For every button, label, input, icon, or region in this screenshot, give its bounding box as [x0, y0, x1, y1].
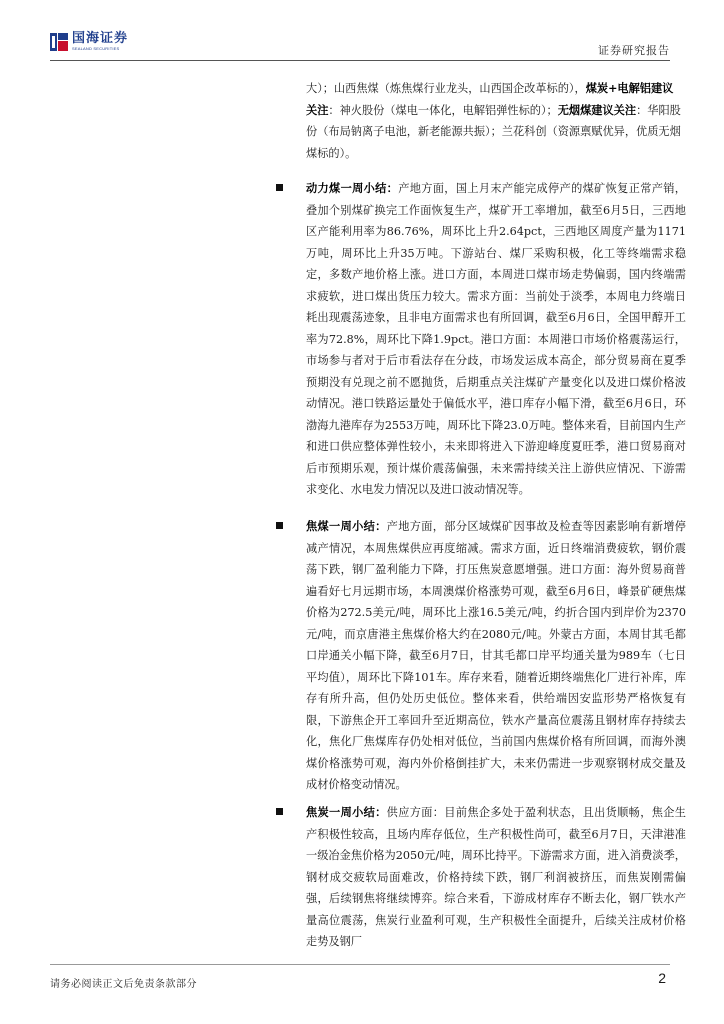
section-coke	[276, 802, 686, 953]
section-coking-coal	[276, 516, 686, 796]
page-header	[0, 0, 724, 62]
bullet-square-icon	[276, 184, 283, 191]
logo-en-text: SEALAND SECURITIES	[72, 46, 120, 51]
section-text: 产地方面，国上月末产能完成停产的煤矿恢复正常产销，叠加个别煤矿换完工作面恢复生产，煤矿开工率增加，截至6月5日，三西地区产能利用率为86.76%，周环比上升2.64pct，三西地区周度产量为1171万吨，周环比上升35万吨。下游站台、煤厂采购积极，化工等终端需求稳定，多数产地价格上涨。进口方面，本周进口煤市场走势偏弱，国内终端需求疲软，进口煤出货压力较大。需求方面：当前处于淡季，本周电力终端日耗出现震荡迹象，且非电方面需求也有所回调，截至6月6日，全国甲醇开工率为72.8%，周环比下降1.9pct。港口方面：本周港口市场价格震荡运行，市场参与者对于后市看法存在分歧，市场发运成本高企，部分贸易商在夏季预期没有兑现之前不愿抛货，后期重点关注煤矿产量变化以及进口煤价格波动情况。港口铁路运量处于偏低水平，港口库存小幅下滑，截至6月6日，环渤海九港库存为2553万吨，周环比下降23.0万吨。整体来看，目前国内生产和进口供应整体弹性较小，未来即将进入下游迎峰度夏旺季，港口贸易商对后市预期乐观，预计煤价震荡偏强，未来需持续关注上游供应情况、下游需求变化、水电发力情况以及进口波动情况等。	[306, 182, 686, 496]
intro-text-3: ：华阳股份（布局钠离子电池，新老能源共振）；兰花科创（资源禀赋优异，优质无烟煤标的）。	[306, 103, 681, 160]
section-title: 焦炭一周小结：	[306, 805, 387, 819]
header-divider	[50, 60, 670, 61]
footer-divider	[50, 964, 670, 965]
intro-bold-1: 煤炭+电解铝建议关注	[306, 81, 674, 117]
section-thermal-coal	[276, 178, 686, 501]
company-logo	[50, 32, 128, 51]
intro-bold-2: 无烟煤建议关注	[557, 102, 637, 117]
section-text: 产地方面，部分区域煤矿因事故及检查等因素影响有新增停减产情况，本周焦煤供应再度缩减。需求方面，近日终端消费疲软，钢价震荡下跌，钢厂盈利能力下降，打压焦炭意愿增强。进口方面：海外贸易商普遍看好七月远期市场，本周澳煤价格涨势可观，截至6月6日，峰景矿硬焦煤价格为272.5美元/吨，周环比上涨16.5美元/吨，约折合国内到岸价为2370元/吨，而京唐港主焦煤价格大约在2080元/吨。外蒙古方面，本周甘其毛都口岸通关小幅下降，截至6月7日，甘其毛都口岸平均通关量为989车（七日平均值），周环比下降101车。库存来看，随着近期终端焦化厂进行补库，库存有所升高，但仍处历史低位。整体来看，供给端因安监形势严格恢复有限，下游焦企开工率回升至近期高位，铁水产量高位震荡且钢材库存持续去化，焦化厂焦煤库存仍处相对低位，当前国内焦煤价格有所回调，而海外澳煤价格涨势可观，海内外价格倒挂扩大，未来仍需进一步观察钢材成交量及成材价格变动情况。	[306, 520, 686, 791]
section-title: 动力煤一周小结：	[306, 181, 399, 195]
intro-text-1: 大）；山西焦煤（炼焦煤行业龙头，山西国企改革标的），	[306, 82, 586, 95]
disclaimer-note: 请务必阅读正文后免责条款部分	[50, 979, 197, 990]
report-type-label: 证券研究报告	[598, 44, 670, 57]
intro-text-2: ：神火股份（煤电一体化，电解铝弹性标的）；	[328, 103, 558, 117]
intro-paragraph	[306, 78, 682, 164]
logo-cn-text: 国海证券	[72, 31, 129, 46]
section-title: 焦煤一周小结：	[306, 519, 387, 533]
logo-icon	[50, 33, 68, 51]
bullet-square-icon	[276, 808, 283, 815]
bullet-square-icon	[276, 522, 283, 529]
page-number: 2	[658, 970, 666, 986]
section-text: 供应方面：目前焦企多处于盈利状态，且出货顺畅，焦企生产积极性较高，且场内库存低位，生产积极性尚可，截至6月7日，天津港准一级冶金焦价格为2050元/吨，周环比持平。下游需求方面，进入消费淡季，钢材成交疲软局面难改，价格持续下跌，钢厂利润被挤压，而焦炭刚需偏强，后续钢焦将继续博弈。综合来看，下游成材库存不断去化，钢厂铁水产量高位震荡，焦炭行业盈利可观，生产积极性全面提升，后续关注成材价格走势及钢厂	[306, 806, 686, 948]
